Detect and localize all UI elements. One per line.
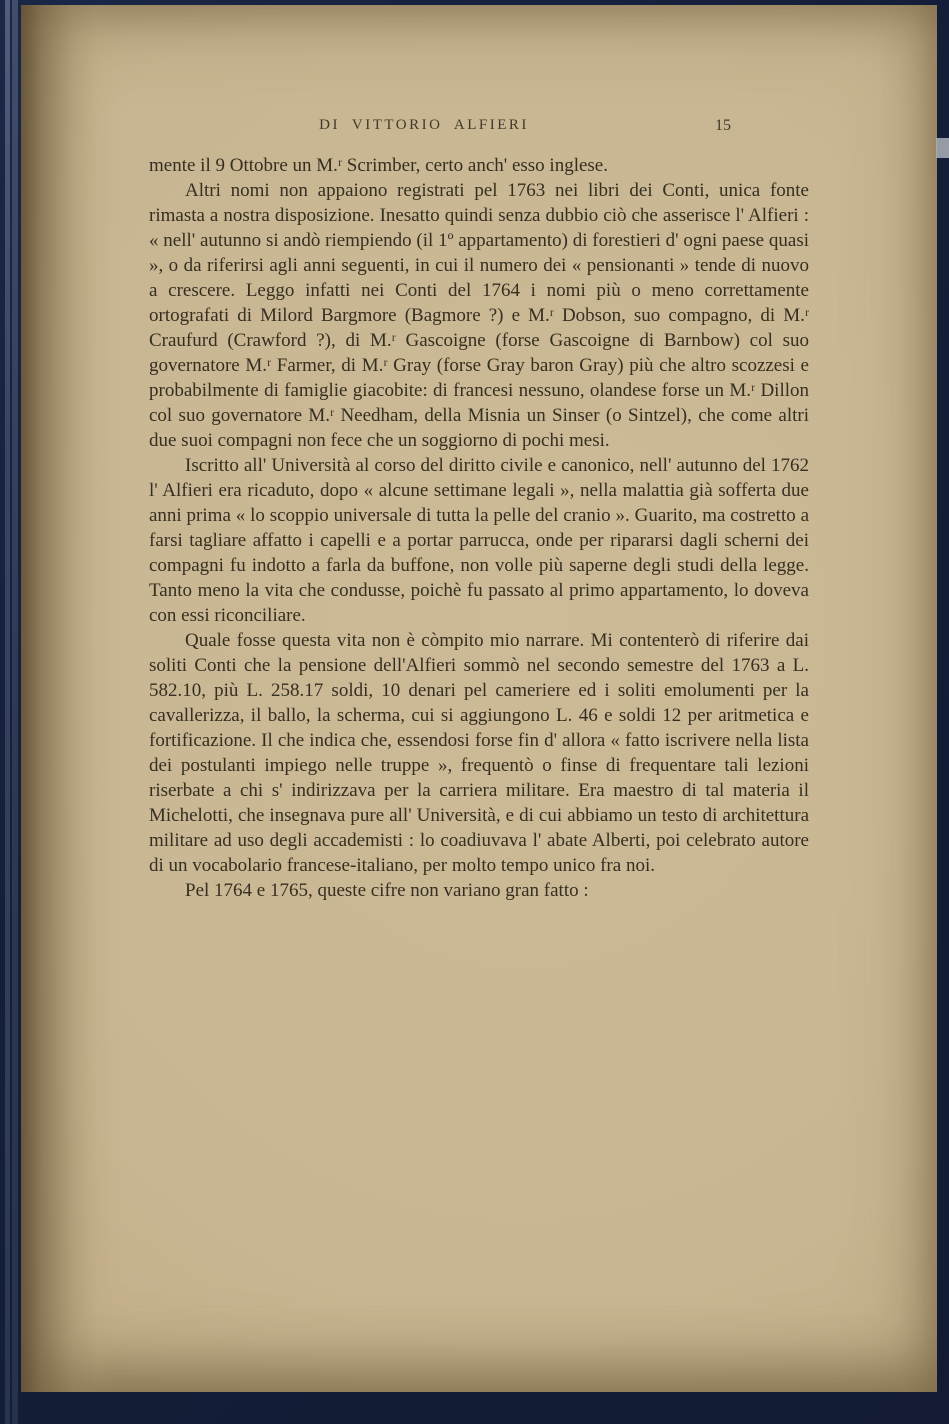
paragraph: Iscritto all' Università al corso del diritto civile e canonico, nell' autunno del 1762 l' Alfieri era ricaduto, dopo « alcune settimane legali », nella malattia già sofferta due anni prima « lo scoppio universale di tutta la pelle del cranio ». Guarito, ma costretto a farsi tagliare affatto i capelli e a portar parrucca, onde per ripararsi dagli scherni dei compagni fu indotto a farla da buffone, non volle più saperne degli studi della legge. Tanto meno la vita che condusse, poichè fu passato al primo appartamento, lo doveva con essi riconciliare. [149, 455, 809, 626]
paragraph: Quale fosse questa vita non è còmpito mio narrare. Mi contenterò di riferire dai soliti Conti che la pensione dell'Alfieri sommò nel secondo semestre del 1763 a L. 582.10, più L. 258.17 soldi, 10 denari pel cameriere ed i soliti emolumenti per la cavallerizza, il ballo, la scherma, cui si aggiungono L. 46 e soldi 12 per aritmetica e fortificazione. Il che indica che, essendosi forse fin d' allora « fatto iscrivere nella lista dei postulanti impiego nelle truppe », frequentò o finse di frequentare tali lezioni riserbate a chi s' indirizzava per la carriera militare. Era maestro di tal materia il Michelotti, che insegnava pure all' Università, e di cui abbiamo un testo di architettura militare ad uso degli accademisti : lo coadiuvava l' abate Alberti, poi celebrato autore di un vocabolario francese-italiano, per molto tempo unico fra noi. [149, 630, 809, 876]
book-page-edges-outer [5, 0, 10, 1424]
body-text [149, 153, 809, 903]
page-number: 15 [715, 117, 731, 134]
paragraph: mente il 9 Ottobre un M.ʳ Scrimber, certo anch' esso inglese. [149, 155, 608, 176]
gutter-shadow [21, 5, 116, 1392]
book-page-edges-inner [12, 0, 18, 1424]
paragraph: Pel 1764 e 1765, queste cifre non variano gran fatto : [185, 880, 589, 901]
page-header [149, 117, 809, 141]
running-title: DI VITTORIO ALFIERI [319, 117, 529, 133]
scan-artifact [936, 138, 949, 158]
paragraph: Altri nomi non appaiono registrati pel 1763 nei libri dei Conti, unica fonte rimasta a nostra disposizione. Inesatto quindi senza dubbio ciò che asserisce l' Alfieri : « nell' autunno si andò riempiendo (il 1º appartamento) di forestieri d' ogni paese quasi », o da riferirsi agli anni seguenti, in cui il numero dei « pensionanti » tende di nuovo a crescere. Leggo infatti nei Conti del 1764 i nomi più o meno correttamente ortografati di Milord Bargmore (Bagmore ?) e M.ʳ Dobson, suo compagno, di M.ʳ Craufurd (Crawford ?), di M.ʳ Gascoigne (forse Gascoigne di Barnbow) col suo governatore M.ʳ Farmer, di M.ʳ Gray (forse Gray baron Gray) più che altro scozzesi e probabilmente di famiglie giacobite: di francesi nessuno, olandese forse un M.ʳ Dillon col suo governatore M.ʳ Needham, della Misnia un Sinser (o Sintzel), che come altri due suoi compagni non fece che un soggiorno di pochi mesi. [149, 180, 809, 451]
book-page [21, 5, 937, 1392]
